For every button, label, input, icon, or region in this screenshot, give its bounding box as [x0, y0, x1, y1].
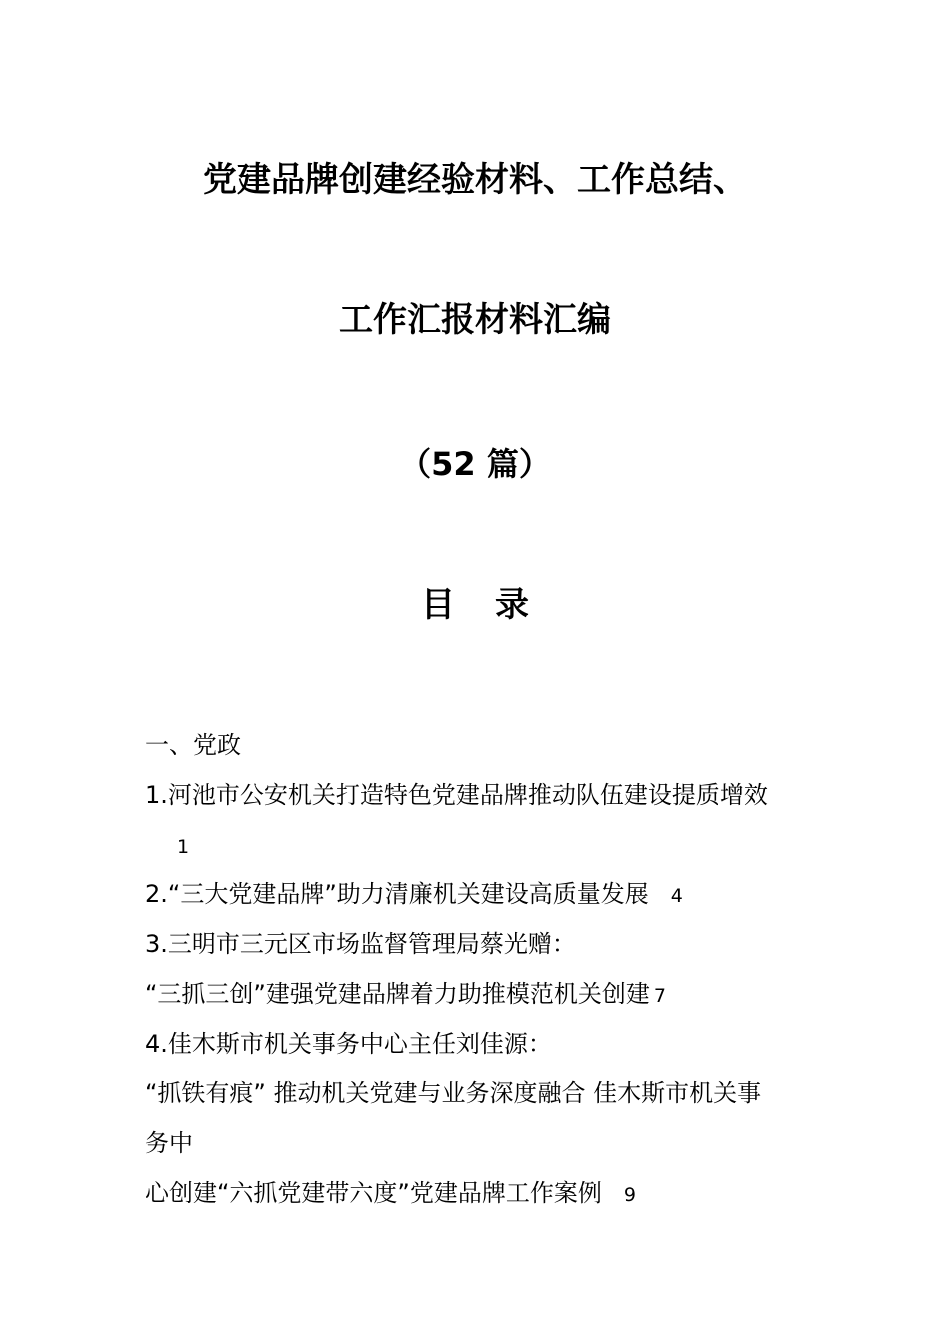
toc-heading	[0, 585, 950, 625]
toc-section: 一、党政	[145, 731, 241, 759]
toc-entry-text: 心创建“六抓党建带六度”党建品牌工作案例	[145, 1179, 602, 1207]
toc-entry-4: 4.佳木斯市机关事务中心主任刘佳源：	[145, 1030, 552, 1058]
toc-entry-4-line-4	[145, 1178, 636, 1210]
toc-heading-left: 目	[421, 585, 455, 625]
toc-heading-right: 录	[495, 585, 529, 625]
toc-page-number: 9	[623, 1184, 636, 1206]
toc-entry-2	[145, 879, 683, 911]
toc-page-number: 4	[670, 885, 683, 907]
toc-entry-1-page	[177, 830, 189, 862]
toc-entry-3-line-2	[145, 979, 666, 1011]
toc-page-number: 7	[653, 985, 666, 1007]
toc-entry-text: 2.“三大党建品牌”助力清廉机关建设高质量发展	[145, 880, 649, 908]
toc-entry-4-line-3: 务中	[145, 1129, 193, 1157]
document-count: （52 篇）	[399, 445, 551, 483]
toc-entry-1: 1.河池市公安机关打造特色党建品牌推动队伍建设提质增效	[145, 781, 768, 809]
toc-entry-text: “三抓三创”建强党建品牌着力助推模范机关创建	[145, 980, 650, 1008]
toc-entry-3: 3.三明市三元区市场监督管理局蔡光赠：	[145, 930, 576, 958]
toc-entry-4-line-2: “抓铁有痕” 推动机关党建与业务深度融合 佳木斯市机关事	[145, 1079, 762, 1107]
document-title-line-2: 工作汇报材料汇编	[339, 300, 611, 340]
toc-page-number: 1	[177, 836, 190, 858]
document-title-line-1: 党建品牌创建经验材料、工作总结、	[203, 160, 747, 200]
